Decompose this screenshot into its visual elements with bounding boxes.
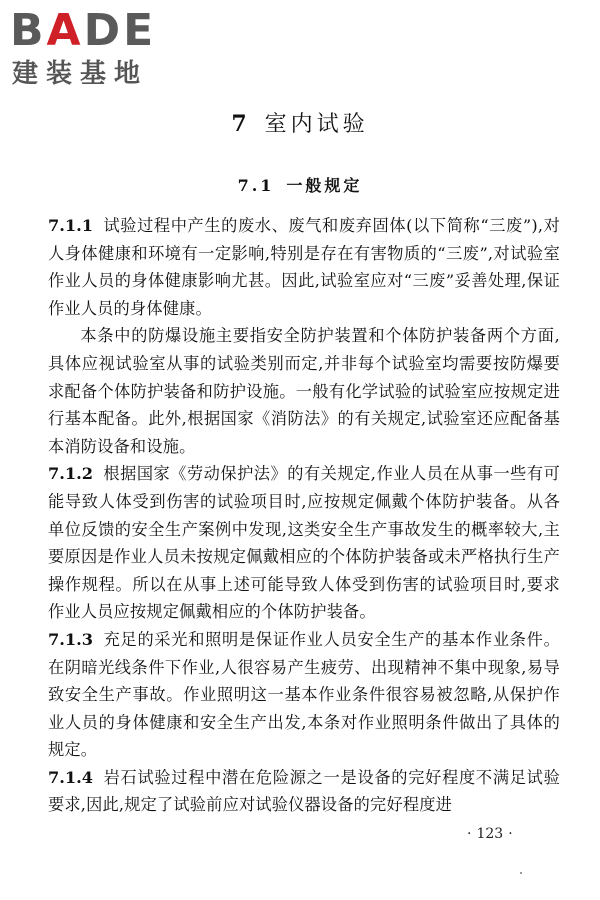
- section-title: 一般规定: [286, 176, 363, 195]
- paragraph-text: 充足的采光和照明是保证作业人员安全生产的基本作业条件。在阴暗光线条件下作业,人很容易产生疲劳、出现精神不集中现象,易导致安全生产事故。作业照明这一基本作业条件很容易被忽略,从保护作业人员的身体健康和安全生产出发,本条对作业照明条件做出了具体的规定。: [48, 629, 560, 760]
- clause-number: 7.1.2: [48, 464, 94, 484]
- bade-logo: [10, 6, 175, 94]
- logo-letter-b: B: [10, 5, 47, 56]
- paragraph-text: 本条中的防爆设施主要指安全防护装置和个体防护装备两个方面,具体应视试验室从事的试验类别而定,并非每个试验室均需要按防爆要求配备个体防护装备和防护设施。一般有化学试验的试验室应按规定进行基本配备。此外,根据国家《消防法》的有关规定,试验室还应配备基本消防设备和设施。: [48, 326, 560, 456]
- page-number: · 123 ·: [467, 826, 513, 842]
- page-number-value: 123: [476, 826, 504, 842]
- section-number: 7.1: [237, 176, 275, 195]
- clause-number: 7.1.1: [48, 216, 94, 235]
- section-heading: [0, 174, 600, 198]
- paragraph-text: 岩石试验过程中潜在危险源之一是设备的完好程度不满足试验要求,因此,规定了试验前应对试验仪器设备的完好程度进: [48, 767, 560, 815]
- clause-number: 7.1.4: [48, 767, 94, 787]
- clause-number: 7.1.3: [48, 629, 94, 649]
- logo-letter-a: A: [46, 5, 84, 56]
- clause-paragraph: [48, 764, 560, 819]
- clause-paragraph: [48, 212, 560, 322]
- clause-paragraph: [48, 626, 560, 764]
- paragraph-text: 试验过程中产生的废水、废气和废弃固体(以下简称“三废”),对人身体健康和环境有一定影响,特别是存在有害物质的“三废”,对试验室作业人员的身体健康影响尤甚。因此,试验室应对“三废”妥善处理,保证作业人员的身体健康。: [48, 216, 560, 318]
- logo-wordmark: [10, 6, 156, 56]
- explanation-paragraph: [48, 322, 560, 460]
- logo-letters-de: DE: [83, 5, 157, 56]
- chapter-number: 7: [231, 111, 251, 137]
- scan-speck: [520, 872, 522, 874]
- chapter-heading: [0, 108, 600, 141]
- clause-paragraph: [48, 460, 560, 626]
- logo-subtitle: 建装基地: [12, 59, 149, 89]
- paragraph-text: 根据国家《劳动保护法》的有关规定,作业人员在从事一些有可能导致人体受到伤害的试验项目时,应按规定佩戴个体防护装备。从各单位反馈的安全生产案例中发现,这类安全生产事故发生的概率较大,主要原因是作业人员未按规定佩戴相应的个体防护装备或未严格执行生产操作规程。所以在从事上述可能导致人体受到伤害的试验项目时,要求作业人员应按规定佩戴相应的个体防护装备。: [48, 464, 560, 622]
- body-text: [48, 212, 560, 819]
- chapter-title: 室内试验: [264, 112, 369, 137]
